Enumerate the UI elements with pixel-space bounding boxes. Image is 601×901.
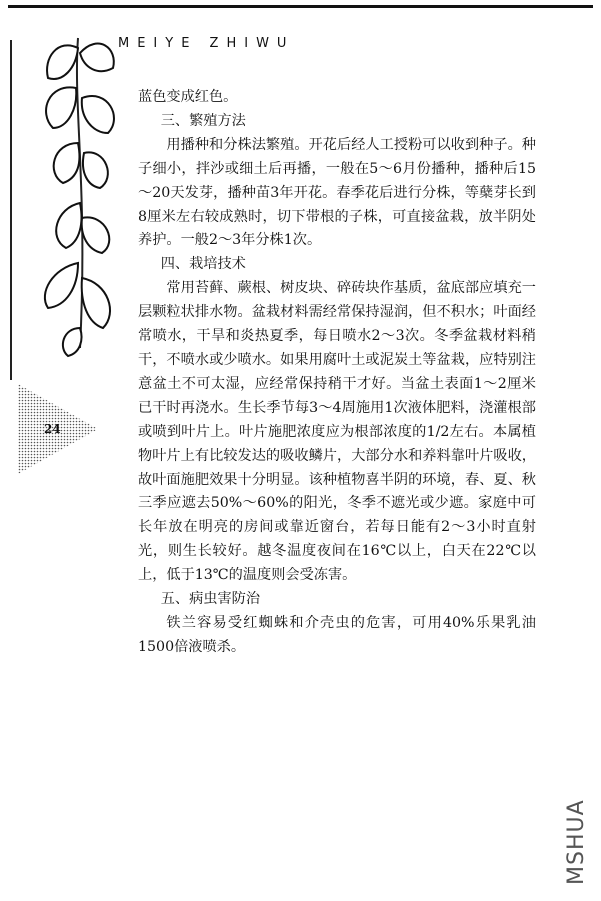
paragraph: 铁兰容易受红蜘蛛和介壳虫的危害，可用40%乐果乳油1500倍液喷杀。: [138, 614, 536, 655]
section-title: 五、病虫害防治: [160, 591, 261, 608]
plant-illustration: [18, 28, 128, 358]
intro-line: 蓝色变成红色。: [138, 89, 238, 105]
section-title: 四、栽培技术: [160, 256, 246, 273]
paragraph: 常用苔藓、蕨根、树皮块、碎砖块作基质，盆底部应填充一层颗粒状排水物。盆栽材料需经常保持湿润，但不积水；叶面经常喷水，干旱和炎热夏季，每日喷水2～3次。冬季盆栽材料稍干，不喷水或少喷水。如果用腐叶土或泥炭土等盆栽，应特别注意盆土不可太湿，应经常保持稍干才好。当盆土表面1～2厘米已干时再浇水。生长季节每3～4周施用1次液体肥料，浇灌根部或喷到叶片上。叶片施肥浓度应为根部浓度的1/2左右。本属植物叶片上有比较发达的吸收鳞片，大部分水和养料靠叶片吸收，故叶面施肥效果十分明显。该种植物喜半阴的环境，春、夏、秋三季应遮去50%～60%的阳光，冬季不遮光或少遮。家庭中可长年放在明亮的房间或靠近窗台，若每日能有2～3小时直射光，则生长较好。越冬温度夜间在16℃以上，白天在22℃以上，低于13℃的温度则会受冻害。: [138, 280, 536, 584]
page-number: 24: [44, 422, 61, 436]
paragraph: 用播种和分株法繁殖。开花后经人工授粉可以收到种子。种子细小，拌沙或细土后再播，一般在5～6月份播种，播种后15～20天发芽，播种苗3年开花。春季花后进行分株，等蘖芽长到8厘米左右较成熟时，切下带根的子株，可直接盆栽，放半阴处养护。一般2～3年分株1次。: [138, 136, 536, 249]
watermark: MSHUA: [564, 799, 589, 885]
top-rule: [8, 5, 593, 8]
left-margin-rule: [10, 40, 12, 380]
body-text: [138, 86, 536, 660]
running-header: MEIYE ZHIWU: [118, 36, 295, 51]
section-title: 三、繁殖方法: [160, 112, 246, 129]
